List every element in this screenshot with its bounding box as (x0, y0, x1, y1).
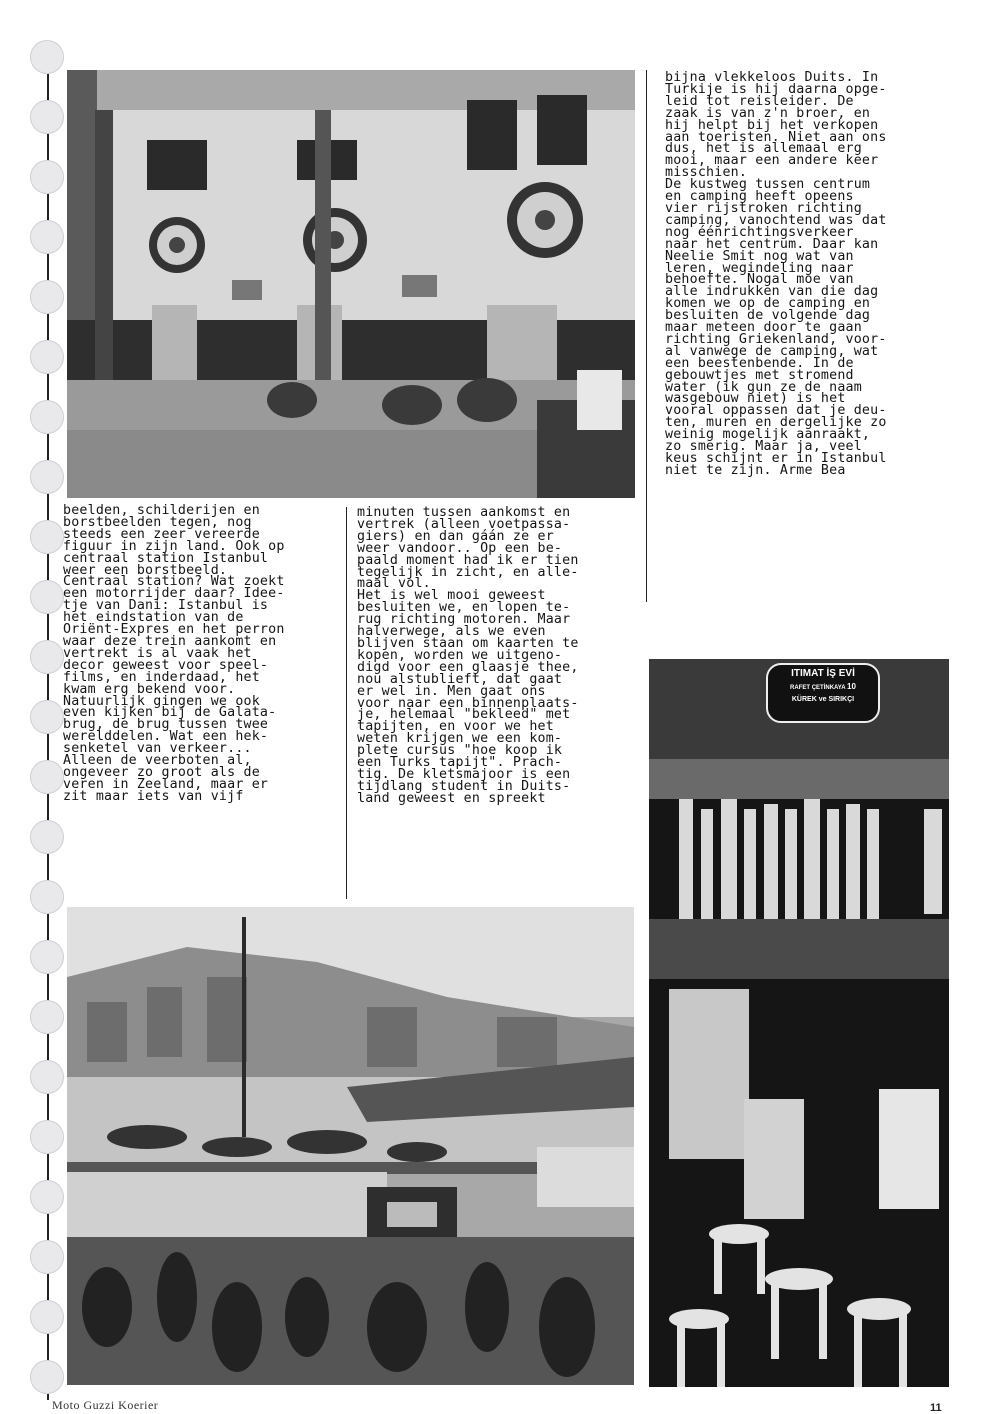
binder-hole (30, 100, 64, 134)
footer-publication: Moto Guzzi Koerier (52, 1398, 159, 1412)
shop-sign-subtitle: KÜREK ve SIRIKÇI (791, 696, 855, 703)
binder-hole (30, 1300, 64, 1334)
binder-hole (30, 700, 64, 734)
binder-hole (30, 940, 64, 974)
binder-hole (30, 580, 64, 614)
binder-hole (30, 400, 64, 434)
binder-holes (0, 0, 70, 1413)
binder-hole (30, 1360, 64, 1394)
binder-hole (30, 520, 64, 554)
binder-hole (30, 880, 64, 914)
page-number: 11 (930, 1402, 942, 1414)
station-hall-photo (67, 70, 635, 498)
binder-hole (30, 280, 64, 314)
binder-hole (30, 1000, 64, 1034)
binder-hole (30, 1180, 64, 1214)
binder-hole (30, 340, 64, 374)
binder-hole (30, 1060, 64, 1094)
column-divider (646, 70, 647, 602)
shop-sign-number: 10 (847, 682, 856, 691)
binder-hole (30, 820, 64, 854)
shop-sign (771, 667, 875, 706)
article-column-right: bijna vlekkeloos Duits. In Turkije is hij daarna opge- leid tot reisleider. De zaak is van z'n broer, en hij helpt bij het verkopen aan toeristen. Niet aan ons dus, het is allemaal erg mooi, maar een andere keer misschien. De kustweg tussen centrum en camping heeft opeens vier rijstroken richting camping, vanochtend was dat nog éénrichtingsverkeer naar het centrum. Daar kan Neelie Smit nog wat van leren, wegindeling naar behoefte. Nogal moe van alle indrukken van die dag komen we op de camping en besluiten de volgende dag maar meteen door te gaan richting Griekenland, voor- al vanwege de camping, wat een beestenbende. In de gebouwtjes met stromend water (ik gun ze de naam wasgebouw niet) is het vooral oppassen dat je deu- ten, muren en dergelijke zo weinig mogelijk aanraakt, zo smerig. Maar ja, veel keus schijnt er in Istanbul niet te zijn. Arme Bea (665, 70, 887, 478)
column-divider (346, 507, 347, 899)
binder-hole (30, 640, 64, 674)
shop-sign-title: ITIMAT İŞ EVİ (791, 668, 855, 679)
shop-sign-owner-name: RAFET ÇETİNKAYA (790, 685, 846, 691)
binder-hole (30, 1240, 64, 1274)
binder-hole (30, 760, 64, 794)
article-column-middle: minuten tussen aankomst en vertrek (alleen voetpassa- giers) en dan gáán ze er weer vandoor.. Op een be- paald moment had ik er tien tegelijk in zicht, en alle- maal vol. Het is wel mooi geweest besluiten we, en lopen te- rug richting motoren. Maar halverwege, als we even blijven staan om kaarten te kopen, worden we uitgeno- digd voor een glaasje thee, nou alstublieft, dat gaat er wel in. Men gaat ons voor naar een binnenplaats- je, helemaal "bekleed" met tapijten, en voor we het weten krijgen we een kom- plete cursus "hoe koop ik een Turks tapijt". Prach- tig. De kletsmajoor is een tijdlang student in Duits- land geweest en spreekt (357, 505, 579, 806)
binder-hole (30, 220, 64, 254)
binder-hole (30, 460, 64, 494)
binder-hole (30, 40, 64, 74)
shop-sign-owner (771, 681, 875, 694)
binder-hole (30, 160, 64, 194)
galata-bridge-photo (67, 907, 634, 1385)
article-column-left: beelden, schilderijen en borstbeelden tegen, nog steeds een zeer vereerde figuur in zijn land. Ook op centraal station Istanbul weer een borstbeeld. Centraal station? Wat zoekt een motorrijder daar? Idee- tje van Dani: Istanbul is het eindstation van de Oriënt-Expres en het perron waar deze trein aankomt en vertrekt is al vaak het decor geweest voor speel- films, en inderdaad, het kwam erg bekend voor. Natuurlijk gingen we ook even kijken bij de Galata- brug, de brug tussen twee werelddelen. Wat een hek- senketel van verkeer... Alleen de veerboten al, ongeveer zo groot als de veren in Zeeland, maar er zit maar iets van vijf (63, 503, 285, 804)
binder-hole (30, 1120, 64, 1154)
shop-photo (649, 659, 949, 1387)
